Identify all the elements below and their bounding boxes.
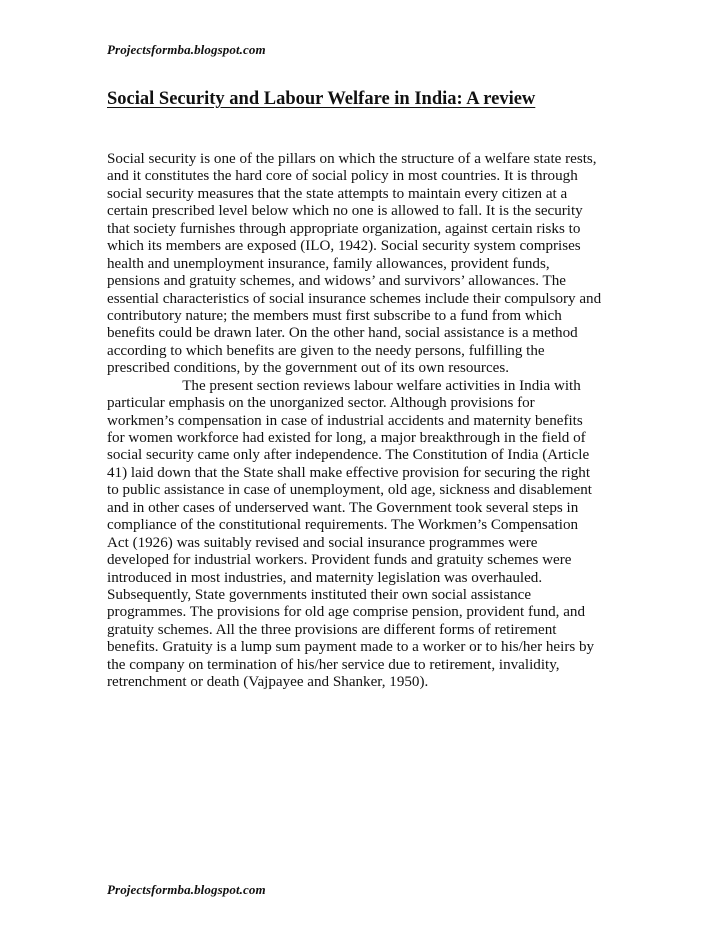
body-line: that society furnishes through appropriate organization, against certain risks to bbox=[107, 220, 581, 237]
body-line: according to which benefits are given to the needy persons, fulfilling the bbox=[107, 342, 545, 359]
body-line: certain prescribed level below which no one is allowed to fall. It is the security bbox=[107, 203, 583, 220]
body-line: essential characteristics of social insurance schemes include their compulsory and bbox=[107, 290, 602, 307]
body-line: introduced in most industries, and maternity legislation was overhauled. bbox=[107, 569, 543, 586]
body-line: 41) laid down that the State shall make effective provision for securing the right bbox=[107, 464, 591, 481]
body-line: particular emphasis on the unorganized sector. Although provisions for bbox=[107, 395, 535, 412]
body-line: The present section reviews labour welfare activities in India with bbox=[107, 377, 581, 394]
body-line: for women workforce had existed for long, a major breakthrough in the field of bbox=[107, 430, 586, 446]
document-title: Social Security and Labour Welfare in India: A review bbox=[107, 89, 536, 109]
body-line: health and unemployment insurance, family allowances, provident funds, bbox=[107, 255, 550, 272]
page-header-site: Projectsformba.blogspot.com bbox=[107, 42, 266, 57]
body-line: benefits could be drawn later. On the other hand, social assistance is a method bbox=[107, 325, 578, 342]
body-line: Social security is one of the pillars on which the structure of a welfare state rests, bbox=[107, 151, 597, 167]
page-footer-site: Projectsformba.blogspot.com bbox=[107, 882, 266, 897]
body-line: the company on termination of his/her service due to retirement, invalidity, bbox=[107, 656, 560, 673]
body-line: retrenchment or death (Vajpayee and Shanker, 1950). bbox=[107, 674, 429, 691]
body-line: contributory nature; the members must first subscribe to a fund from which bbox=[107, 307, 562, 324]
body-line: which its members are exposed (ILO, 1942). Social security system comprises bbox=[107, 238, 581, 255]
body-line: gratuity schemes. All the three provisions are different forms of retirement bbox=[107, 621, 557, 638]
body-line: Act (1926) was suitably revised and social insurance programmes were bbox=[107, 534, 538, 551]
body-line: Subsequently, State governments instituted their own social assistance bbox=[107, 586, 532, 603]
body-line: workmen’s compensation in case of industrial accidents and maternity benefits bbox=[107, 412, 583, 429]
body-text bbox=[107, 151, 647, 692]
body-line: compliance of the constitutional requirements. The Workmen’s Compensation bbox=[107, 517, 579, 534]
body-line: benefits. Gratuity is a lump sum payment made to a worker or to his/her heirs by bbox=[107, 639, 595, 656]
body-line: and it constitutes the hard core of social policy in most countries. It is through bbox=[107, 168, 578, 185]
body-line: developed for industrial workers. Provident funds and gratuity schemes were bbox=[107, 552, 572, 569]
body-line: pensions and gratuity schemes, and widows’ and survivors’ allowances. The bbox=[107, 273, 566, 290]
body-line: social security came only after independence. The Constitution of India (Article bbox=[107, 447, 590, 464]
body-line: prescribed conditions, by the government out of its own resources. bbox=[107, 360, 509, 377]
body-line: social security measures that the state attempts to maintain every citizen at a bbox=[107, 185, 568, 202]
body-line: programmes. The provisions for old age comprise pension, provident fund, and bbox=[107, 604, 586, 621]
body-line: and in other cases of underserved want. The Government took several steps in bbox=[107, 499, 579, 516]
body-line: to public assistance in case of unemployment, old age, sickness and disablement bbox=[107, 482, 592, 499]
